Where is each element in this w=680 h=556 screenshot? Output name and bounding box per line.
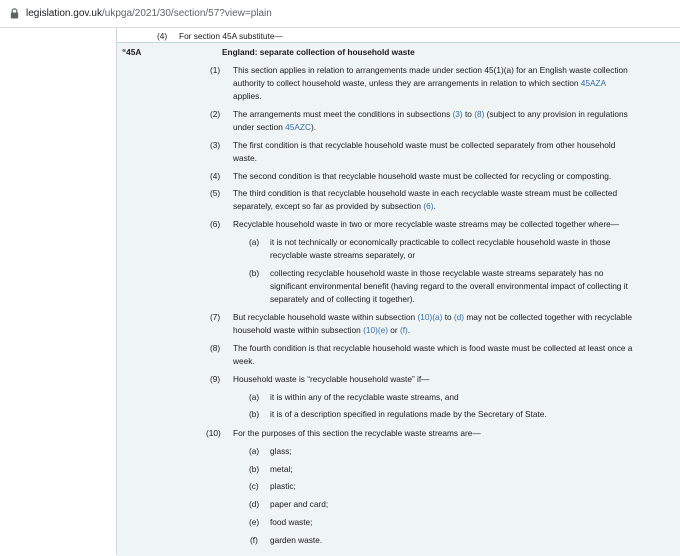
subsection-1-line-1: This section applies in relation to arrangements made under section 45(1)(a) for an English waste collection bbox=[233, 65, 628, 75]
subsection-2-text-d: ). bbox=[310, 122, 317, 132]
stream-item-number: (a) bbox=[249, 446, 260, 456]
stream-item-number: (c) bbox=[249, 481, 259, 491]
subsection-5-number: (5) bbox=[210, 188, 221, 198]
subsection-7-end: . bbox=[407, 325, 411, 335]
subsection-7-line-1 bbox=[233, 312, 663, 322]
paragraph-6a-number: (a) bbox=[249, 237, 260, 247]
address-bar[interactable] bbox=[0, 0, 680, 28]
paragraph-9b-number: (b) bbox=[249, 409, 260, 419]
paragraph-9a-text: it is within any of the recyclable waste streams, and bbox=[270, 392, 459, 402]
subsection-1-number: (1) bbox=[210, 65, 221, 75]
link-subsection-6[interactable]: (6) bbox=[423, 201, 434, 211]
subsection-4-line-1: The second condition is that recyclable household waste must be collected for recycling or composting. bbox=[233, 171, 612, 181]
subsection-2-text-b: (subject to any provision in regulations bbox=[484, 109, 628, 119]
stream-item-text: paper and card; bbox=[270, 499, 329, 509]
subsection-4-number: (4) bbox=[210, 171, 221, 181]
subsection-8-number: (8) bbox=[210, 343, 221, 353]
stream-item-number: (f) bbox=[250, 535, 258, 545]
subsection-7-to: to bbox=[442, 312, 454, 322]
subsection-7-or: or bbox=[387, 325, 400, 335]
paragraph-6b-line-1: collecting recyclable household waste in those recyclable waste streams separately has no bbox=[270, 268, 604, 278]
subsection-10-number: (10) bbox=[206, 428, 221, 438]
link-45AZA[interactable]: 45AZA bbox=[580, 78, 607, 88]
url-domain: legislation.gov.uk bbox=[26, 8, 102, 19]
subsection-8-line-2: week. bbox=[233, 356, 255, 366]
paragraph-6b-line-2: significant environmental benefit (having regard to the overall environmental impact of collecting it bbox=[270, 281, 628, 291]
subsection-5-line-2 bbox=[233, 201, 436, 211]
link-d[interactable]: (d) bbox=[453, 312, 465, 322]
stream-item-text: plastic; bbox=[270, 481, 296, 491]
subsection-7-text-a: But recyclable household waste within subsection bbox=[233, 312, 418, 322]
paragraph-9a-number: (a) bbox=[249, 392, 260, 402]
subsection-5-end: . bbox=[433, 201, 436, 211]
section-title: England: separate collection of household waste bbox=[222, 47, 415, 57]
subsection-3-line-2: waste. bbox=[233, 153, 257, 163]
subsection-5-text: separately, except so far as provided by subsection bbox=[233, 201, 424, 211]
subsection-2-to: to bbox=[462, 109, 475, 119]
subsection-6-number: (6) bbox=[210, 219, 221, 229]
section-label: “45A bbox=[122, 47, 142, 57]
paragraph-9b-text: it is of a description specified in regulations made by the Secretary of State. bbox=[270, 409, 547, 419]
subsection-1-text: authority to collect household waste, unless they are arrangements in relation to which section bbox=[233, 78, 581, 88]
stream-item-text: food waste; bbox=[270, 517, 313, 527]
paragraph-6a-line-1: it is not technically or economically practicable to collect recyclable household waste in those bbox=[270, 237, 611, 247]
subsection-7-text-c: household waste within subsection bbox=[233, 325, 364, 335]
subsection-3-number: (3) bbox=[210, 140, 221, 150]
subsection-2-text-c: under section bbox=[233, 122, 286, 132]
stream-item-text: glass; bbox=[270, 446, 292, 456]
link-subsection-3[interactable]: (3) bbox=[452, 109, 463, 119]
subsection-5-line-1: The third condition is that recyclable household waste in each recyclable waste stream must be collected bbox=[233, 188, 618, 198]
intro-text: For section 45A substitute— bbox=[179, 31, 283, 41]
url-text[interactable] bbox=[26, 8, 272, 20]
subsection-7-number: (7) bbox=[210, 312, 221, 322]
stream-item-number: (b) bbox=[249, 464, 260, 474]
url-path: /ukpga/2021/30/section/57?view=plain bbox=[101, 8, 272, 19]
subsection-2-line-1 bbox=[233, 109, 663, 119]
subsection-3-line-1: The first condition is that recyclable household waste must be collected separately from other household bbox=[233, 140, 616, 150]
link-subsection-8[interactable]: (8) bbox=[474, 109, 485, 119]
subsection-1-line-2 bbox=[233, 78, 663, 88]
link-45AZC[interactable]: 45AZC bbox=[285, 122, 311, 132]
subsection-7-line-2 bbox=[233, 325, 410, 335]
subsection-2-line-2 bbox=[233, 122, 316, 132]
subsection-2-number: (2) bbox=[210, 109, 221, 119]
paragraph-6b-number: (b) bbox=[249, 268, 260, 278]
stream-item-text: garden waste. bbox=[270, 535, 323, 545]
subsection-10-line-1: For the purposes of this section the recyclable waste streams are— bbox=[233, 428, 481, 438]
subsection-9-number: (9) bbox=[210, 374, 221, 384]
paragraph-6a-line-2: recyclable waste streams separately, or bbox=[270, 250, 416, 260]
link-10a[interactable]: (10)(a) bbox=[417, 312, 443, 322]
subsection-6-line-1: Recyclable household waste in two or more recyclable waste streams may be collected together where— bbox=[233, 219, 619, 229]
subsection-8-line-1: The fourth condition is that recyclable household waste which is food waste must be collected at least once a bbox=[233, 343, 633, 353]
paragraph-6b-line-3: separately and of collecting it together). bbox=[270, 294, 415, 304]
stream-item-number: (d) bbox=[249, 499, 260, 509]
intro-number: (4) bbox=[157, 31, 168, 41]
subsection-2-text-a: The arrangements must meet the conditions in subsections bbox=[233, 109, 453, 119]
link-10e[interactable]: (10)(e) bbox=[363, 325, 388, 335]
stream-item-text: metal; bbox=[270, 464, 293, 474]
stream-item-number: (e) bbox=[249, 517, 260, 527]
subsection-7-text-b: may not be collected together with recyclable bbox=[464, 312, 632, 322]
link-f[interactable]: (f) bbox=[399, 325, 408, 335]
subsection-9-line-1: Household waste is “recyclable household waste” if— bbox=[233, 374, 430, 384]
subsection-1-line-3: applies. bbox=[233, 91, 262, 101]
lock-icon[interactable] bbox=[10, 8, 19, 19]
